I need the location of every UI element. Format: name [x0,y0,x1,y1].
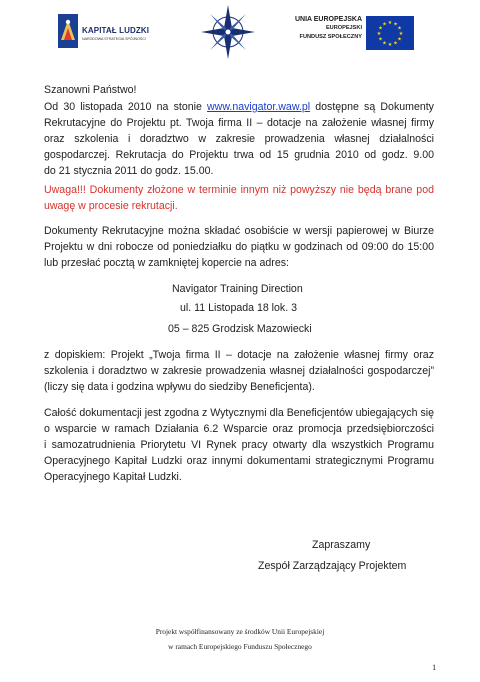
closing: Zapraszamy [312,539,371,551]
navigator-star-logo [200,4,256,60]
svg-text:★: ★ [376,31,382,37]
eu-label: UNIA EUROPEJSKA [294,16,362,23]
svg-text:★: ★ [387,20,393,26]
address-name: Navigator Training Direction [172,283,303,295]
navigator-website-link[interactable]: www.navigator.waw.pl [207,101,311,113]
svg-text:★: ★ [382,21,387,28]
address-city: 05 – 825 Grodzisk Mazowiecki [168,323,312,335]
kapital-ludzki-logo [58,14,148,54]
svg-text:★: ★ [378,25,383,32]
svg-text:★: ★ [397,25,402,32]
efs-label-line2: FUNDUSZ SPOŁECZNY [299,34,362,40]
address-street: ul. 11 Listopada 18 lok. 3 [180,302,298,314]
svg-text:★: ★ [393,21,398,28]
kapital-ludzki-subtitle: NARODOWA STRATEGIA SPÓJNOŚCI [82,37,146,41]
svg-text:★: ★ [393,40,398,47]
kapital-ludzki-title: KAPITAŁ LUDZKI [82,26,150,35]
svg-text:★: ★ [378,36,383,43]
warning-notice: Uwaga!!! Dokumenty złożone w terminie innym niż powyższy nie będą brane pod uwagę w procesie rekrutacji. [44,184,434,212]
page-number: 1 [432,662,437,672]
kapital-ludzki-emblem-icon [58,14,78,48]
svg-text:★: ★ [387,42,393,48]
eu-flag-icon [366,16,414,50]
paragraph-submission: Dokumenty Rekrutacyjne można składać osobiście w wersji papierowej w Biurze Projektu w dni robocze od poniedziałku do piątku w godzinach od 09:00 do 15:00 lub przesłać pocztą w zamkniętej kopercie na adres: [44,225,434,269]
eu-logo [284,15,414,59]
signature: Zespół Zarządzający Projektem [258,560,407,572]
paragraph-availability: Od 30 listopada 2010 na stonie www.navigator.waw.pl dostępne są Dokumenty Rekrutacyjne do Projektu pt. Twoja firma II – dotacje na założenie własnej firmy oraz szkolenia i doradztwo w zakresie prowadzenia własnej działalności gospodarczej. Rekrutacja do Projektu trwa od 15 grudnia 2010 od godz. 9.00 do 21 stycznia 2011 do godz. 15.00. [44,101,434,177]
paragraph-compliance: Całość dokumentacji jest zgodna z Wytycznymi dla Beneficjentów ubiegających się o wsparcie w ramach Działania 6.2 Wsparcie oraz promocja przedsiębiorczości i samozatrudnienia Priorytetu VI Rynek pracy otwarty dla wszystkich Programu Operacyjnego Kapitał Ludzki oraz innymi dokumentami strategicznymi Programu Operacyjnego Kapitał Ludzki. [44,407,434,483]
svg-text:★: ★ [397,36,402,43]
svg-text:★: ★ [382,40,387,47]
paragraph-annotation: z dopiskiem: Projekt „Twoja firma II – dotacje na założenie własnej firmy oraz szkolenia i doradztwo w zakresie prowadzenia własnej działalności gospodarczej” (liczy się data i godzina wpływu do siedziby Beneficjenta). [44,349,434,393]
svg-text:★: ★ [398,31,404,37]
efs-label-line1: EUROPEJSKI [325,25,362,31]
footer-funding-line2: w ramach Europejskiego Funduszu Społecznego [168,642,312,651]
greeting: Szanowni Państwo! [44,84,137,96]
footer-funding-line1: Projekt współfinansowany ze środków Unii Europejskiej [155,627,325,636]
